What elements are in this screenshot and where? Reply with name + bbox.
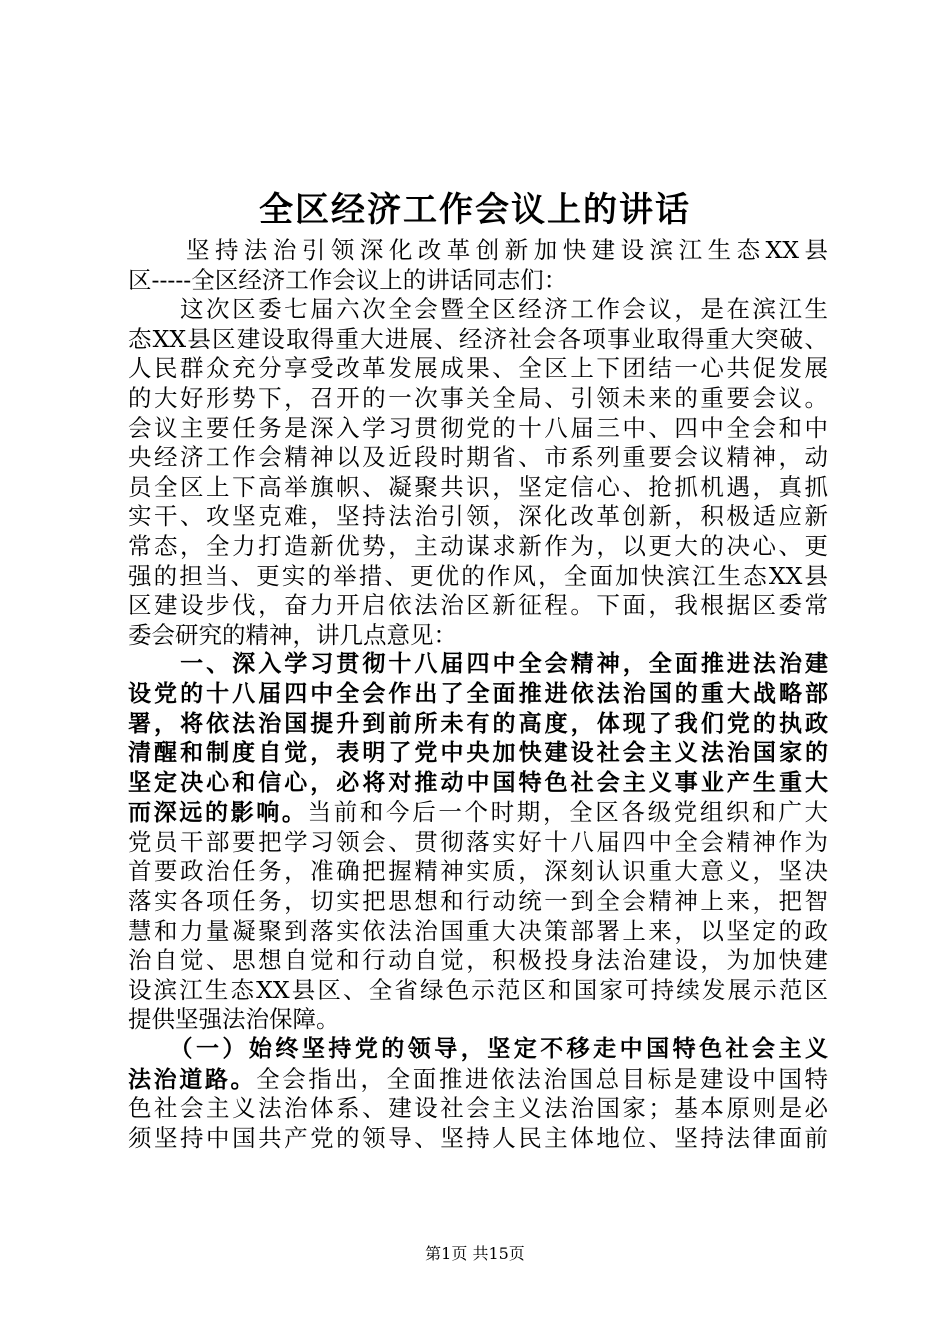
text-line: 坚定决心和信心，必将对推动中国特色社会主义事业产生重大 [128, 769, 828, 796]
text-line: 强的担当、更实的举措、更优的作风，全面加快滨江生态XX县 [128, 561, 828, 590]
text-line: 落实各项任务，切实把思想和行动统一到全会精神上来，把智 [128, 887, 828, 916]
text-line: 署，将依法治国提升到前所未有的高度，体现了我们党的执政 [128, 710, 828, 737]
text-line: 员全区上下高举旗帜、凝聚共识，坚定信心、抢抓机遇，真抓 [128, 472, 828, 501]
text-line: 清醒和制度自觉，表明了党中央加快建设社会主义法治国家的 [128, 740, 828, 767]
line-rest-text: 当前和今后一个时期，全区各级党组织和广大 [307, 798, 829, 827]
text-line: 须坚持中国共产党的领导、坚持人民主体地位、坚持法律面前 [128, 1123, 828, 1152]
page-footer: 第1页 共15页 [425, 1244, 525, 1263]
text-line: 的大好形势下，召开的一次事关全局、引领未来的重要会议。 [128, 383, 828, 412]
text-line: 会议主要任务是深入学习贯彻党的十八届三中、四中全会和中 [128, 413, 828, 442]
text-line: 慧和力量凝聚到落实依法治国重大决策部署上来，以坚定的政 [128, 916, 828, 945]
text-line: 人民群众充分享受改革发展成果、全区上下团结一心共促发展 [128, 354, 828, 383]
text-line [128, 798, 828, 828]
text-line [128, 1065, 828, 1095]
text-line: 区-----全区经济工作会议上的讲话同志们： [128, 265, 568, 294]
text-line: （一）始终坚持党的领导，坚定不移走中国特色社会主义 [128, 1036, 828, 1063]
text-line: 委会研究的精神，讲几点意见： [128, 620, 457, 649]
text-line: 一、深入学习贯彻十八届四中全会精神，全面推进法治建 [128, 651, 828, 678]
bold-lead-text: 而深远的影响。 [128, 800, 308, 827]
document-title: 全区经济工作会议上的讲话 [259, 190, 691, 230]
text-line: 治自觉、思想自觉和行动自觉，积极投身法治建设，为加快建 [128, 946, 828, 975]
text-line: 提供坚强法治保障。 [128, 1005, 340, 1034]
document-body [128, 236, 828, 1153]
text-line: 首要政治任务，准确把握精神实质，深刻认识重大意义，坚决 [128, 857, 828, 886]
text-line: 实干、攻坚克难，坚持法治引领，深化改革创新，积极适应新 [128, 502, 828, 531]
text-line: 这次区委七届六次全会暨全区经济工作会议，是在滨江生 [128, 295, 828, 324]
text-line: 央经济工作会精神以及近段时期省、市系列重要会议精神，动 [128, 443, 828, 472]
text-line: 色社会主义法治体系、建设社会主义法治国家；基本原则是必 [128, 1094, 828, 1123]
text-line: 设党的十八届四中全会作出了全面推进依法治国的重大战略部 [128, 680, 828, 707]
text-line: 态XX县区建设取得重大进展、经济社会各项事业取得重大突破、 [128, 324, 828, 353]
text-line: 区建设步伐，奋力开启依法治区新征程。下面，我根据区委常 [128, 591, 828, 620]
text-line: 常态，全力打造新优势，主动谋求新作为，以更大的决心、更 [128, 531, 828, 560]
text-line: 坚持法治引领深化改革创新加快建设滨江生态XX县 [128, 236, 828, 264]
line-rest-text: 全会指出，全面推进依法治国总目标是建设中国特 [256, 1064, 829, 1093]
bold-lead-text: 法治道路。 [128, 1066, 257, 1093]
text-line: 党员干部要把学习领会、贯彻落实好十八届四中全会精神作为 [128, 827, 828, 856]
text-line: 设滨江生态XX县区、全省绿色示范区和国家可持续发展示范区 [128, 975, 828, 1004]
